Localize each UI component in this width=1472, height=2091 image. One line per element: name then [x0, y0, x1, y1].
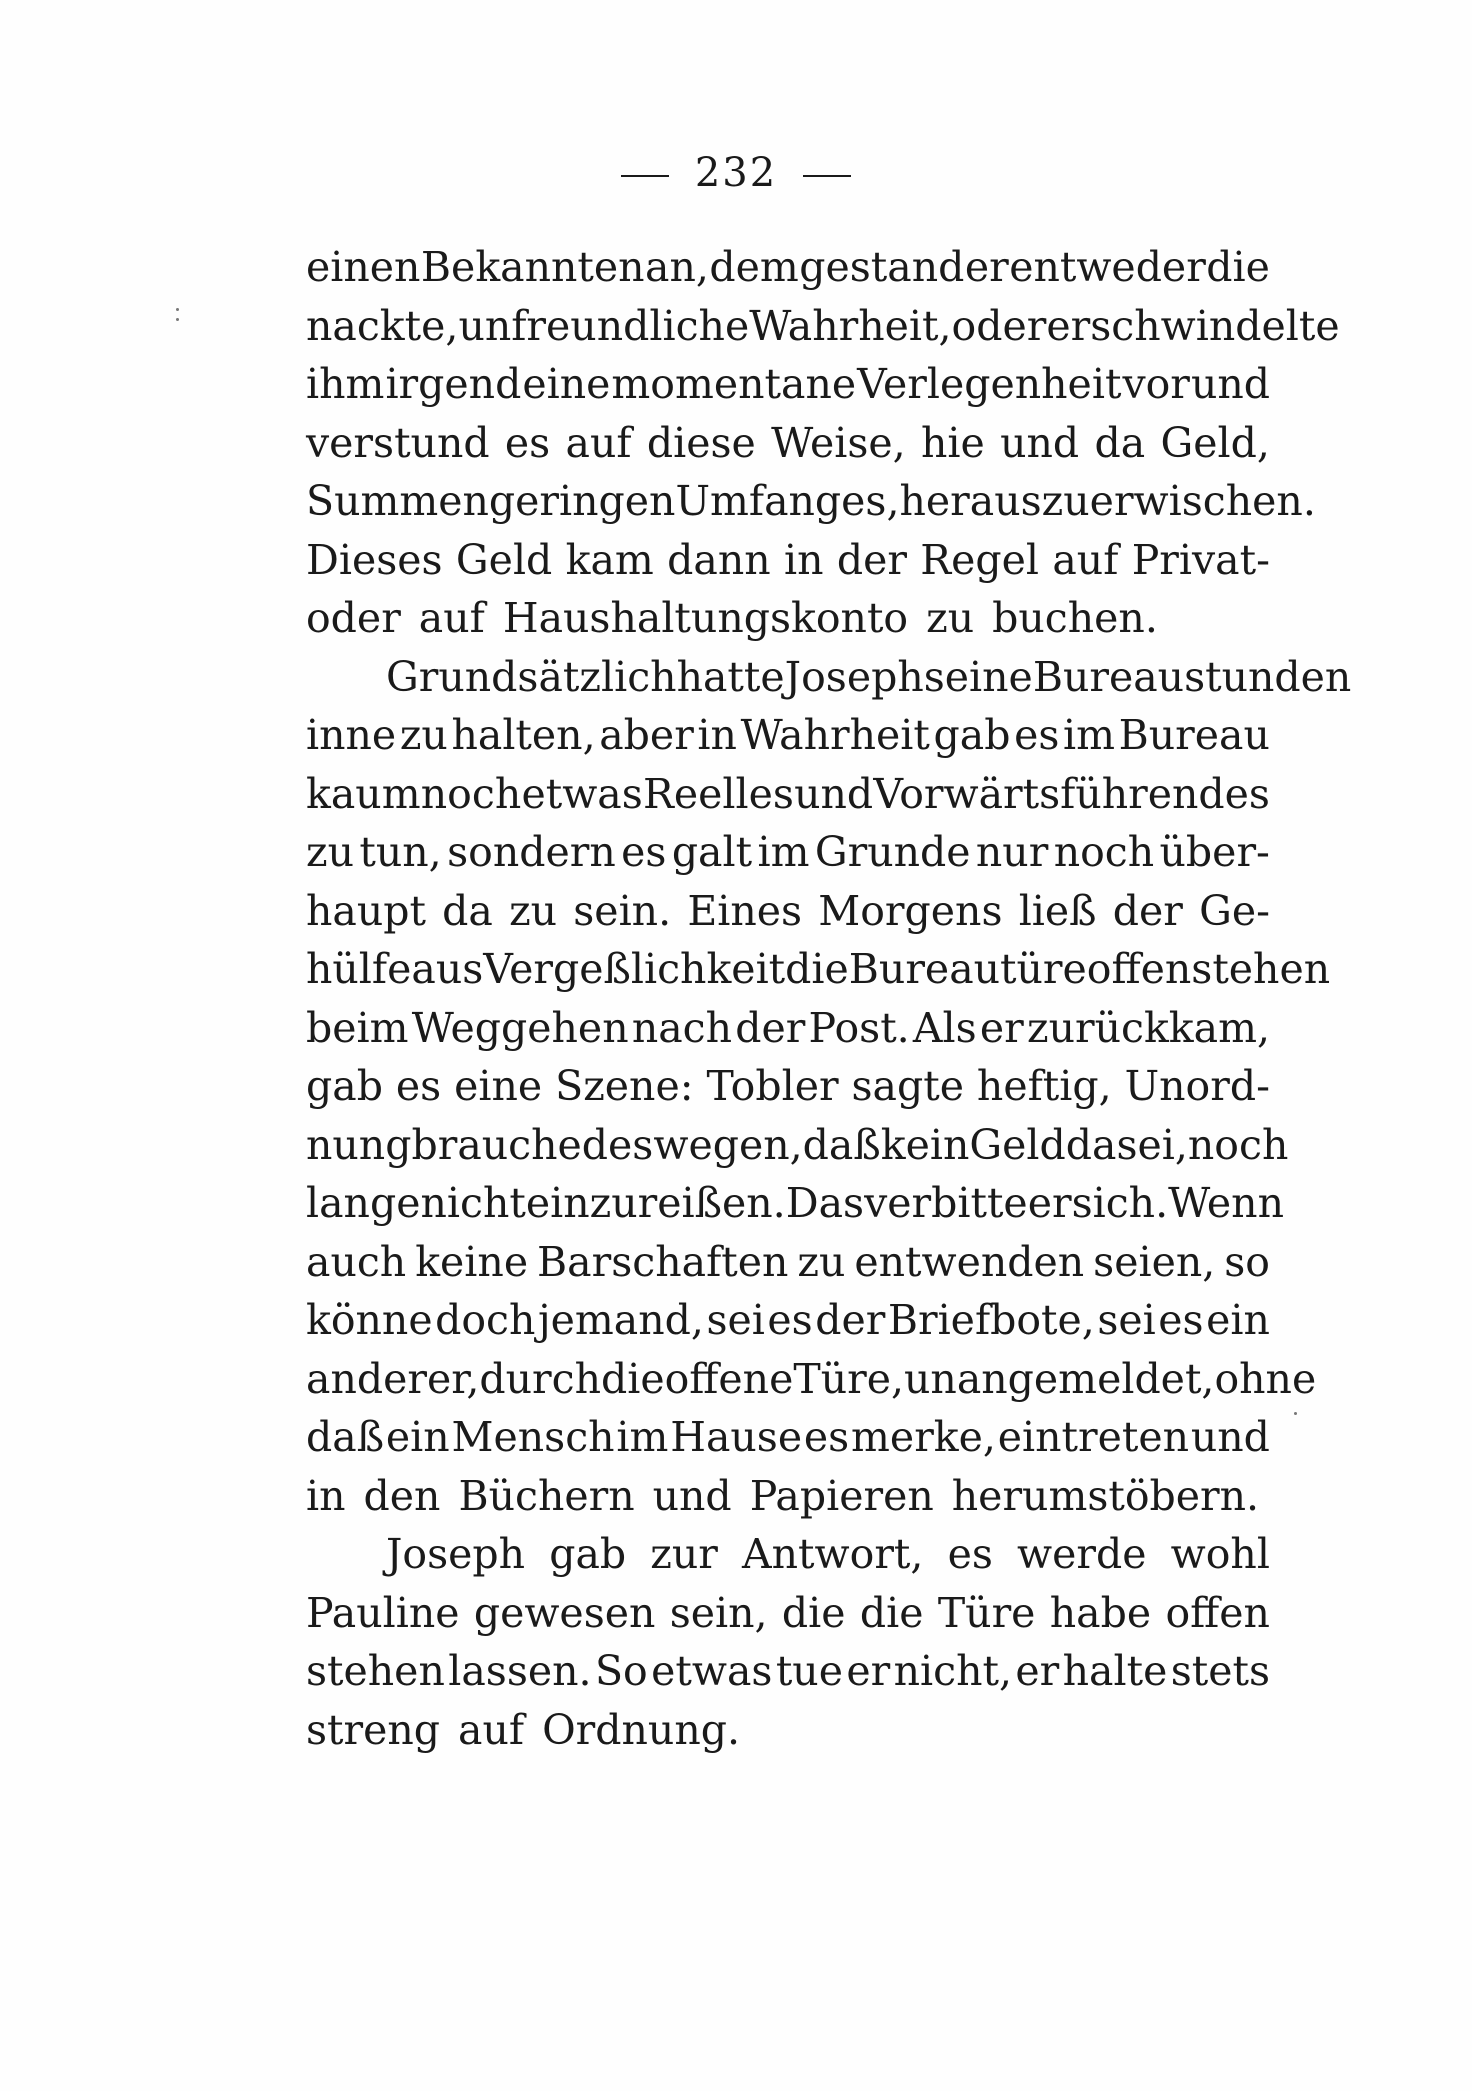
- word: sondern: [447, 828, 616, 876]
- word: dem: [709, 243, 799, 291]
- word: Barschaften: [537, 1237, 789, 1286]
- word: doch: [435, 1296, 536, 1344]
- word: schwindelte: [1090, 301, 1340, 350]
- page-number-dash-right: [803, 175, 851, 177]
- word: Türe: [937, 1588, 1036, 1637]
- word: eine: [454, 1062, 543, 1110]
- word: der: [735, 1003, 806, 1052]
- word: im: [616, 1413, 669, 1461]
- word: den: [363, 1471, 441, 1520]
- word: auf: [1052, 535, 1119, 584]
- word: geringen: [488, 477, 676, 525]
- word: ließ: [1018, 886, 1097, 935]
- word: zu: [399, 711, 448, 759]
- word: streng: [306, 1705, 441, 1754]
- word: stehen: [1191, 945, 1331, 993]
- word: kein: [880, 1120, 970, 1169]
- word: Geld: [455, 535, 553, 584]
- word: gestand: [799, 243, 965, 291]
- word: gab: [933, 711, 1011, 759]
- word: Umfanges,: [675, 477, 900, 525]
- word: eintreten: [997, 1413, 1190, 1461]
- word: es: [803, 1413, 850, 1461]
- text-line: [306, 1291, 1270, 1350]
- word: der: [836, 535, 907, 584]
- word: sein,: [669, 1588, 768, 1637]
- word: nach: [631, 1003, 733, 1052]
- word: zu: [797, 1237, 846, 1286]
- word: Ge-: [1199, 886, 1270, 935]
- word: eine: [522, 360, 611, 408]
- word: durch: [479, 1354, 601, 1403]
- word: herumstöbern.: [951, 1471, 1260, 1520]
- word: sein.: [573, 886, 672, 935]
- word: in: [783, 535, 824, 584]
- word: inne: [306, 711, 397, 759]
- word: die: [859, 1588, 924, 1637]
- word: er: [846, 1647, 891, 1695]
- word: daß: [802, 1120, 881, 1169]
- word: er: [979, 1003, 1024, 1052]
- word: der: [815, 1296, 886, 1344]
- word: deswegen,: [581, 1120, 803, 1169]
- word: hatte: [676, 652, 785, 701]
- word: die: [1206, 243, 1270, 291]
- text-line: [306, 882, 1270, 941]
- word: Büchern: [458, 1471, 635, 1520]
- word: Hause: [670, 1413, 803, 1461]
- word: Bureau: [1118, 711, 1270, 759]
- word: sei: [1097, 1296, 1156, 1344]
- word: dann: [667, 535, 771, 584]
- word: er: [964, 243, 1009, 291]
- word: einen: [306, 243, 421, 291]
- word: und: [1000, 418, 1080, 467]
- text-line: [306, 1642, 1270, 1701]
- word: Privat-: [1131, 535, 1270, 584]
- word: gewesen: [473, 1588, 656, 1637]
- word: Vorwärtsführendes: [873, 769, 1270, 818]
- word: und: [1190, 1413, 1270, 1461]
- word: ein: [1206, 1296, 1270, 1344]
- word: Summen: [306, 477, 489, 525]
- word: Haushaltungskonto: [502, 594, 909, 642]
- word: aber: [599, 711, 694, 759]
- word: Mensch: [451, 1413, 615, 1461]
- word: könne: [306, 1296, 433, 1344]
- text-line: [306, 1116, 1289, 1175]
- word: Wahrheit,: [749, 301, 952, 350]
- word: beim: [306, 1003, 409, 1052]
- word: es: [767, 1296, 813, 1344]
- word: zu: [509, 886, 558, 935]
- scan-speck: [176, 318, 179, 321]
- word: es: [621, 828, 667, 876]
- word: haupt: [306, 886, 426, 935]
- word: er: [1015, 1647, 1060, 1695]
- word: Szene:: [555, 1062, 694, 1110]
- word: zur: [650, 1530, 718, 1578]
- word: noch: [1053, 828, 1155, 876]
- word: auch: [306, 1237, 407, 1286]
- word: Das: [785, 1179, 865, 1227]
- word: seien,: [1093, 1237, 1216, 1286]
- word: Regel: [920, 535, 1040, 584]
- word: noch: [1187, 1120, 1289, 1169]
- word: Als: [912, 1003, 977, 1052]
- word: einzureißen.: [525, 1179, 786, 1227]
- word: vor: [1122, 360, 1190, 408]
- page-number: 232: [694, 150, 778, 196]
- word: galt: [671, 828, 753, 876]
- word: da: [442, 886, 493, 935]
- word: diese: [646, 418, 756, 467]
- word: jemand,: [537, 1296, 704, 1344]
- word: es: [1014, 711, 1060, 759]
- word: anderer,: [306, 1354, 480, 1403]
- word: Papieren: [749, 1471, 934, 1520]
- word: Verlegenheit: [857, 360, 1122, 408]
- word: unfreundliche: [458, 301, 750, 350]
- word: Joseph: [784, 652, 924, 701]
- word: Reelles: [642, 769, 794, 818]
- word: seine: [923, 652, 1033, 701]
- word: kam: [565, 535, 654, 584]
- word: sich.: [1071, 1179, 1169, 1227]
- word: momentane: [611, 360, 857, 408]
- word: Grunde: [814, 828, 971, 876]
- word: gab: [549, 1530, 627, 1578]
- text-line: [306, 238, 1270, 297]
- word: nung: [306, 1120, 412, 1169]
- word: hülfe: [306, 945, 412, 993]
- word: Dieses: [306, 535, 443, 584]
- word: er: [1046, 301, 1091, 350]
- word: ein: [385, 1413, 450, 1461]
- word: die: [785, 945, 849, 993]
- word: habe: [1049, 1588, 1152, 1637]
- word: der: [1112, 886, 1183, 935]
- word: lassen.: [448, 1647, 592, 1695]
- word: verstund: [306, 418, 490, 467]
- word: sagte: [851, 1062, 964, 1110]
- word: gab: [306, 1062, 383, 1110]
- word: es: [947, 1530, 993, 1578]
- text-line: [306, 648, 1352, 707]
- word: daß: [306, 1413, 385, 1461]
- word: tun,: [359, 828, 442, 876]
- word: Geld: [969, 1120, 1066, 1169]
- word: keine: [415, 1237, 529, 1286]
- word: es: [504, 418, 551, 467]
- word: Post.: [808, 1003, 910, 1052]
- word: und: [1190, 360, 1270, 408]
- word: Joseph: [386, 1530, 526, 1578]
- word: kaum: [306, 769, 421, 818]
- word: wohl: [1170, 1530, 1270, 1578]
- page-number-dash-left: [621, 175, 669, 177]
- word: halten,: [451, 711, 596, 759]
- text-line: [306, 472, 1316, 531]
- word: und: [794, 769, 874, 818]
- word: in: [697, 711, 737, 759]
- word: da: [1065, 1120, 1117, 1169]
- page-number-header: [0, 150, 1472, 196]
- word: Weise,: [771, 418, 906, 467]
- word: ohne: [1214, 1354, 1317, 1403]
- word: entwenden: [854, 1237, 1085, 1286]
- word: stets: [1170, 1647, 1270, 1695]
- word: über-: [1159, 828, 1270, 876]
- word: tue: [775, 1647, 843, 1695]
- word: Eines: [687, 886, 803, 935]
- word: herauszuerwischen.: [899, 477, 1316, 525]
- word: sei: [706, 1296, 765, 1344]
- word: Vergeßlichkeit: [483, 945, 786, 993]
- word: so: [1224, 1237, 1270, 1286]
- word: es: [1158, 1296, 1204, 1344]
- word: werde: [1017, 1530, 1147, 1578]
- word: Bekannten: [420, 243, 645, 291]
- word: Pauline: [306, 1588, 460, 1637]
- text-line: [306, 297, 1340, 356]
- scan-speck: [1294, 1412, 1297, 1415]
- word: sei,: [1116, 1120, 1188, 1169]
- text-line: [306, 414, 1270, 473]
- word: Bureaustunden: [1032, 652, 1352, 701]
- word: offene: [664, 1354, 794, 1403]
- word: oder: [951, 301, 1047, 350]
- word: die: [781, 1588, 846, 1637]
- word: So: [594, 1647, 648, 1695]
- word: Wahrheit: [740, 711, 930, 759]
- word: Weggehen: [411, 1003, 629, 1052]
- text-line: [306, 999, 1270, 1058]
- word: verbitte: [864, 1179, 1028, 1227]
- word: Türe,: [793, 1354, 905, 1403]
- word: auf: [418, 594, 485, 642]
- word: Ordnung.: [542, 1705, 741, 1754]
- word: auf: [458, 1705, 525, 1754]
- word: Antwort,: [742, 1530, 924, 1578]
- text-line: [306, 589, 1270, 648]
- text-line: [306, 1408, 1270, 1467]
- word: buchen.: [992, 594, 1158, 642]
- text-line: [306, 1233, 1270, 1292]
- word: hie: [920, 418, 985, 467]
- body-text: [306, 238, 1352, 1759]
- word: Geld,: [1160, 418, 1270, 467]
- word: und: [652, 1471, 732, 1520]
- word: nicht,: [893, 1647, 1012, 1695]
- word: Wenn: [1168, 1179, 1284, 1227]
- text-line: [306, 823, 1270, 882]
- word: Tobler: [706, 1062, 839, 1110]
- word: da: [1094, 418, 1146, 467]
- word: oder: [306, 594, 401, 642]
- word: entweder: [1009, 243, 1206, 291]
- text-line: [306, 1584, 1270, 1643]
- word: an,: [645, 243, 709, 291]
- word: zurückkam,: [1026, 1003, 1270, 1052]
- text-line: [306, 765, 1270, 824]
- word: ihm: [306, 360, 385, 408]
- word: Bureautüre: [848, 945, 1087, 993]
- word: nur: [975, 828, 1049, 876]
- text-line: [306, 1701, 1270, 1760]
- word: nackte,: [306, 301, 459, 350]
- word: offen: [1086, 945, 1192, 993]
- word: Unord-: [1124, 1062, 1270, 1110]
- word: irgend: [385, 360, 522, 408]
- word: im: [1063, 711, 1115, 759]
- word: die: [600, 1354, 665, 1403]
- word: heftig,: [976, 1062, 1112, 1110]
- word: halte: [1062, 1647, 1168, 1695]
- word: es: [395, 1062, 442, 1110]
- word: zu: [306, 828, 355, 876]
- word: zu: [926, 594, 975, 642]
- word: lange: [306, 1179, 421, 1227]
- word: stehen: [306, 1647, 445, 1695]
- text-line: [306, 706, 1270, 765]
- word: noch: [420, 769, 522, 818]
- word: merke,: [851, 1413, 996, 1461]
- text-line: [306, 1057, 1270, 1116]
- text-line: [306, 1350, 1317, 1409]
- word: unangemeldet,: [904, 1354, 1215, 1403]
- text-line: [306, 531, 1270, 590]
- word: etwas: [521, 769, 643, 818]
- word: Grundsätzlich: [386, 652, 677, 701]
- text-line: [306, 940, 1331, 999]
- text-line: [306, 355, 1270, 414]
- word: offen: [1165, 1588, 1270, 1637]
- word: nicht: [420, 1179, 526, 1227]
- word: er: [1027, 1179, 1072, 1227]
- word: Briefbote,: [887, 1296, 1095, 1344]
- word: Morgens: [818, 886, 1003, 935]
- word: auf: [565, 418, 632, 467]
- text-line: [306, 1174, 1284, 1233]
- word: etwas: [651, 1647, 773, 1695]
- word: in: [306, 1471, 346, 1520]
- word: im: [757, 828, 810, 876]
- scan-speck: [176, 308, 179, 311]
- text-line: [306, 1467, 1270, 1526]
- word: brauche: [411, 1120, 582, 1169]
- word: aus: [411, 945, 484, 993]
- text-line: [306, 1525, 1270, 1584]
